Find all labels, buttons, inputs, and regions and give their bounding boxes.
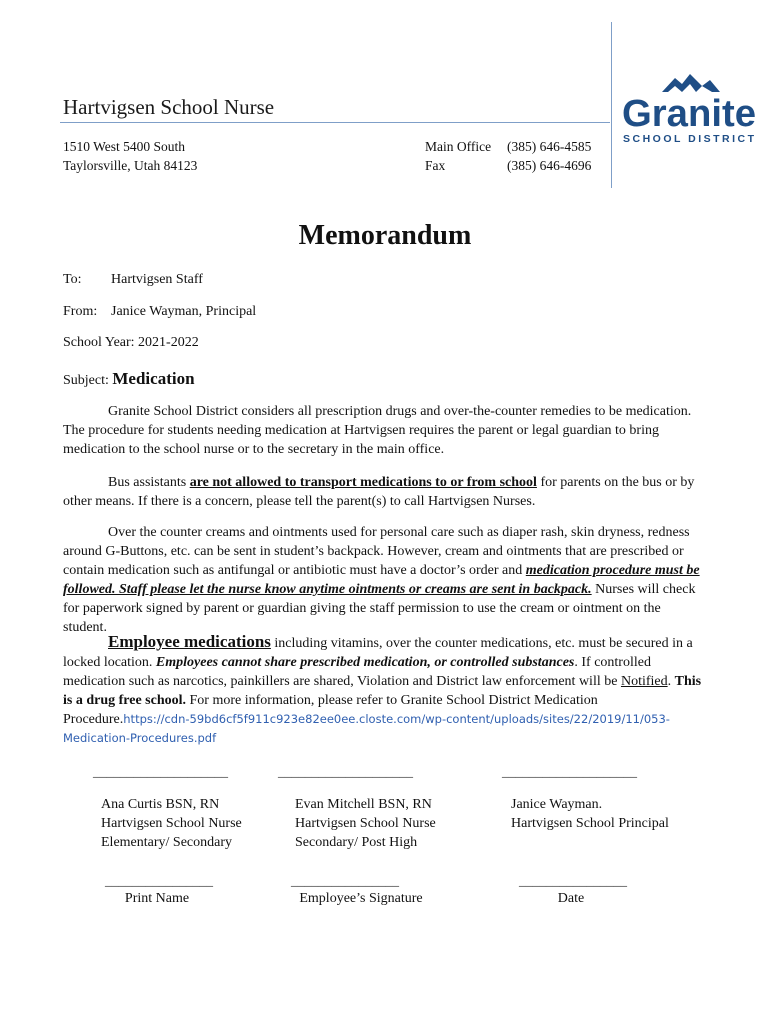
address-line-2: Taylorsville, Utah 84123 (63, 158, 198, 173)
p4-text-c: . If controlled medication such as narcotics, painkillers are shared, Violation and District law enforcement will be (63, 655, 651, 689)
contact-labels (425, 137, 491, 175)
p3-text-c: Nurses will check for paperwork signed by parent or guardian giving the staff permission to use the cream or ointment on the student. (63, 582, 696, 635)
employee-medications-heading: Employee medications (108, 632, 271, 651)
p2-text-a: Bus assistants (108, 475, 190, 490)
principal-name: Janice Wayman. (511, 797, 603, 812)
mountain-icon (662, 74, 720, 92)
subject-label: Subject: (63, 373, 109, 388)
date-line: ________________ (519, 873, 627, 888)
to-label: To: (63, 272, 82, 287)
employee-signature-line: ________________ (291, 873, 399, 888)
to-value: Hartvigsen Staff (111, 272, 203, 287)
print-name-label: Print Name (124, 891, 190, 906)
medication-procedure-link[interactable] (63, 712, 670, 745)
signature-line-principal: ____________________ (502, 764, 637, 779)
memo-title: Memorandum (298, 220, 472, 251)
principal-title: Hartvigsen School Principal (511, 816, 669, 831)
main-office-phone: (385) 646-4585 (507, 139, 592, 154)
granite-logo (620, 70, 760, 150)
logo-word: Granite (622, 93, 756, 135)
p3-text-a: Over the counter creams and ointments used for personal care such as diaper rash, skin dryness, redness around G-Buttons, etc. can be sent in student’s backpack. However, cream and ointments that are prescribed or contain medication such as antifungal or antibiotic must have a doctor’s order and (63, 525, 690, 578)
from-value: Janice Wayman, Principal (111, 304, 257, 319)
signature-line-nurse-1: ____________________ (93, 764, 228, 779)
fax-label: Fax (425, 158, 446, 173)
school-name: Hartvigsen School Nurse (63, 95, 275, 119)
p4-text-a: including vitamins, over the counter medications, etc. must be secured in a locked location. (63, 636, 693, 670)
address-line-1: 1510 West 5400 South (63, 139, 186, 154)
link-part-1: https://cdn-59bd6cf5f911c923e82ee0ee.closte.com/wp-content/uploads/sites/22/2019/11/053- (123, 712, 670, 726)
date-label: Date (557, 891, 585, 906)
paragraph-1-text: Granite School District considers all prescription drugs and over-the-counter remedies to be medication. The procedure for students needing medication at Hartvigsen requires the parent or legal guardian to bring medication to the school nurse or to the secretary in the main office. (63, 404, 692, 457)
nurse-2-title: Hartvigsen School Nurse (295, 816, 436, 831)
p2-emphasis: are not allowed to transport medications to or from school (189, 475, 537, 490)
subject-line (63, 369, 195, 389)
main-office-label: Main Office (425, 139, 492, 154)
principal-block (511, 795, 669, 833)
subject-value: Medication (112, 369, 195, 388)
nurse-1-block (101, 795, 242, 852)
p3-emphasis: medication procedure must be followed. Staff please let the nurse know anytime ointments or creams are sent in backpack. (63, 563, 700, 597)
employee-signature-label: Employee’s Signature (299, 891, 423, 906)
print-name-line: ________________ (105, 873, 213, 888)
p2-text-c: for parents on the bus or by other means. If there is a concern, please tell the parent(s) to call Hartvigsen Nurses. (63, 475, 695, 509)
p4-emphasis: Employees cannot share prescribed medication, or controlled substances (155, 655, 575, 670)
school-year: School Year: 2021-2022 (63, 335, 199, 350)
paragraph-1 (63, 402, 708, 459)
nurse-2-block (295, 795, 436, 852)
signature-line-nurse-2: ____________________ (278, 764, 413, 779)
nurse-1-role: Elementary/ Secondary (101, 835, 233, 850)
fax-phone: (385) 646-4696 (507, 158, 592, 173)
from-label: From: (63, 304, 98, 319)
paragraph-2 (63, 473, 708, 511)
drug-free-statement: This is a drug free school. (63, 674, 702, 708)
paragraph-4 (63, 632, 708, 748)
link-part-2: Medication-Procedures.pdf (63, 731, 217, 745)
p4-notified: Notified (620, 674, 668, 689)
nurse-1-title: Hartvigsen School Nurse (101, 816, 242, 831)
address-block (63, 137, 197, 175)
p4-text-g: For more information, please refer to Granite School District Medication Procedure. (63, 693, 598, 727)
nurse-1-name: Ana Curtis BSN, RN (101, 797, 220, 812)
header-rule (60, 122, 610, 123)
header-vertical-rule (611, 22, 612, 188)
paragraph-3 (63, 523, 708, 637)
p4-text-e: . (667, 674, 675, 689)
logo-sub: SCHOOL DISTRICT (623, 133, 754, 145)
contact-phones (507, 137, 591, 175)
nurse-2-role: Secondary/ Post High (295, 835, 418, 850)
nurse-2-name: Evan Mitchell BSN, RN (295, 797, 432, 812)
